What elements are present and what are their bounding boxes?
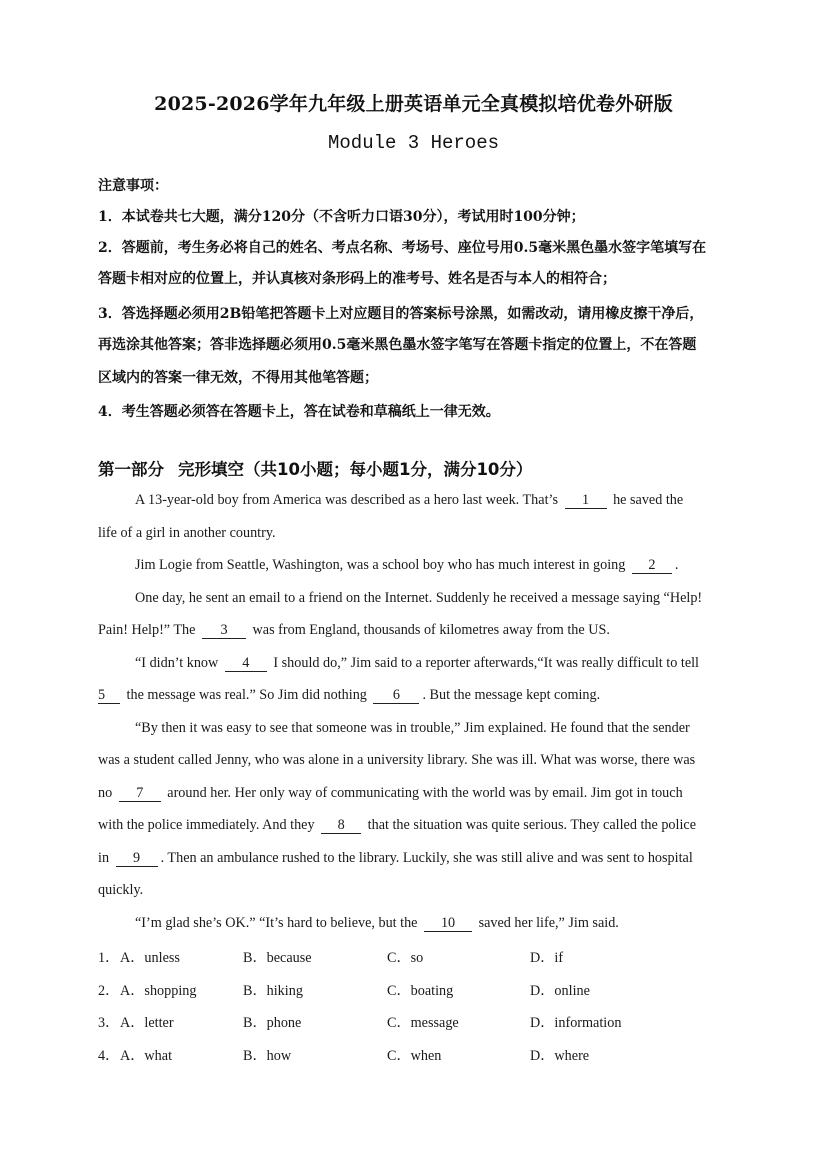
passage-line: “I didn’t know 4 I should do,” Jim said to a reporter afterwards,“It was really difficult to tell (135, 655, 699, 671)
blank-8[interactable]: 8 (321, 818, 361, 834)
passage-line: Pain! Help!” The 3 was from England, thousands of kilometres away from the US. (98, 622, 610, 638)
blank-2[interactable]: 2 (632, 558, 672, 574)
option-c[interactable]: C．message (387, 1015, 459, 1031)
passage-line: life of a girl in another country. (98, 525, 276, 541)
option-d[interactable]: D．if (530, 950, 564, 966)
note-line: 4．考生答题必须答在答题卡上，答在试卷和草稿纸上一律无效。 (98, 404, 500, 420)
option-a[interactable]: A．unless (120, 950, 180, 966)
option-a[interactable]: A．shopping (120, 983, 197, 999)
passage-line: with the police immediately. And they 8 that the situation was quite serious. They called the police (98, 817, 697, 833)
section-label: 第一部分 (98, 460, 164, 479)
passage-line: Jim Logie from Seattle, Washington, was a school boy who has much interest in going 2 . (135, 557, 679, 573)
blank-10[interactable]: 10 (424, 916, 472, 932)
blank-6[interactable]: 6 (373, 688, 419, 704)
blank-7[interactable]: 7 (119, 786, 161, 802)
option-a[interactable]: A．letter (120, 1015, 174, 1031)
option-c[interactable]: C．when (387, 1048, 442, 1064)
option-d[interactable]: D．where (530, 1048, 590, 1064)
note-line: 区域内的答案一律无效，不得用其他笔答题； (98, 370, 378, 386)
blank-3[interactable]: 3 (202, 623, 246, 639)
option-d[interactable]: D．information (530, 1015, 622, 1031)
page-title: 2025-2026学年九年级上册英语单元全真模拟培优卷外研版 (154, 93, 673, 115)
option-b[interactable]: B．hiking (243, 983, 303, 999)
blank-5[interactable]: 5 (98, 688, 120, 704)
option-c[interactable]: C．boating (387, 983, 454, 999)
blank-4[interactable]: 4 (225, 656, 267, 672)
passage-line: in 9 . Then an ambulance rushed to the library. Luckily, she was still alive and was sent to hospital (98, 850, 693, 866)
option-c[interactable]: C．so (387, 950, 424, 966)
passage-line: was a student called Jenny, who was alone in a university library. She was ill. What was worse, there was (98, 752, 696, 768)
passage-line: “By then it was easy to see that someone was in trouble,” Jim explained. He found that the sender (135, 720, 690, 736)
blank-1[interactable]: 1 (565, 493, 607, 509)
note-line: 再选涂其他答案；答非选择题必须用0.5毫米黑色墨水签字笔写在答题卡指定的位置上，不在答题 (98, 337, 697, 353)
passage-line: 5 the message was real.” So Jim did nothing 6 . But the message kept coming. (98, 687, 601, 703)
passage-line: “I’m glad she’s OK.” “It’s hard to believe, but the 10 saved her life,” Jim said. (135, 915, 619, 931)
section-heading (98, 456, 532, 480)
option-b[interactable]: B．how (243, 1048, 292, 1064)
note-line: 答题卡相对应的位置上，并认真核对条形码上的准考号、姓名是否与本人的相符合； (98, 271, 616, 287)
option-b[interactable]: B．because (243, 950, 312, 966)
note-line: 2．答题前，考生务必将自己的姓名、考点名称、考场号、座位号用0.5毫米黑色墨水签字笔填写在 (98, 240, 707, 256)
note-line: 1．本试卷共七大题，满分120分（不含听力口语30分），考试用时100分钟； (98, 209, 585, 225)
passage-line: no 7 around her. Her only way of communicating with the world was by email. Jim got in touch (98, 785, 683, 801)
passage-line: quickly. (98, 882, 144, 898)
exam-page: 2025-2026学年九年级上册英语单元全真模拟培优卷外研版 Module 3 Heroes 注意事项： 1．本试卷共七大题，满分120分（不含听力口语30分），考试用时100分钟； 2．答题前，考生务必将自己的姓名、考点名称、考场号、座位号用0.5毫米黑色墨水签字笔填写在 答题卡相对应的位置上，并认真核对条形码上的准考号、姓名是否与本人的相符合； 3．答选择题必须用2B铅笔把答题卡上对应题目的答案标号涂黑，如需改动，请用橡皮擦干净后， 再选涂其他答案；答非选择题必须用0.5毫米黑色墨水签字笔写在答题卡指定的位置上，不在答题 区域内的答案一律无效，不得用其他笔答题； 4．考生答题必须答在答题卡上，答在试卷和草稿纸上一律无效。 第一部分 完形填空（共10小题；每小题1分，满分10分） A 13-year-old boy from America was described as a hero last week. That’s 1 he saved the life of a girl in another country. Jim Logie from Seattle, Washington, was a school boy who has much interest in going 2 . One day, he sent an email to a friend on the Internet. Suddenly he received a message saying “Help! Pain! Help!” The 3 was from England, thousands of kilometres away from the US. “I didn’t know 4 I should do,” Jim said to a reporter afterwards,“It was really difficult to tell 5 the message was real.” So Jim did nothing 6 . But the message kept coming. “By then it was easy to see that someone was in trouble,” Jim explained. He found that the sender was a student called Jenny, who was alone in a university library. She was ill. What was worse, there was no 7 around her. Her only way of communicating with the world was by email. Jim got in touch with the police immediately. And they 8 that the situation was quite serious. They called the police in 9 . Then an ambulance rushed to the library. Luckily, she was still alive and was sent to hospital quickly. “I’m glad she’s OK.” “It’s hard to believe, but the 10 saved her life,” Jim said. 1． A．unless B．because C．so D．if 2． A．shopping B．hiking C．boating D．online 3． A．letter B．phone C．message D．information 4． A．what B．how C．when D．where (0, 0, 827, 1169)
section-description: 完形填空（共10小题；每小题1分，满分10分） (178, 460, 533, 479)
notes-heading: 注意事项： (98, 178, 168, 194)
option-a[interactable]: A．what (120, 1048, 173, 1064)
option-b[interactable]: B．phone (243, 1015, 302, 1031)
option-d[interactable]: D．online (530, 983, 590, 999)
passage-line: One day, he sent an email to a friend on the Internet. Suddenly he received a message saying “Help! (135, 590, 703, 606)
blank-9[interactable]: 9 (116, 851, 158, 867)
page-subtitle: Module 3 Heroes (327, 132, 500, 154)
passage-line: A 13-year-old boy from America was described as a hero last week. That’s 1 he saved the (135, 492, 684, 508)
note-line: 3．答选择题必须用2B铅笔把答题卡上对应题目的答案标号涂黑，如需改动，请用橡皮擦干净后， (98, 306, 704, 322)
